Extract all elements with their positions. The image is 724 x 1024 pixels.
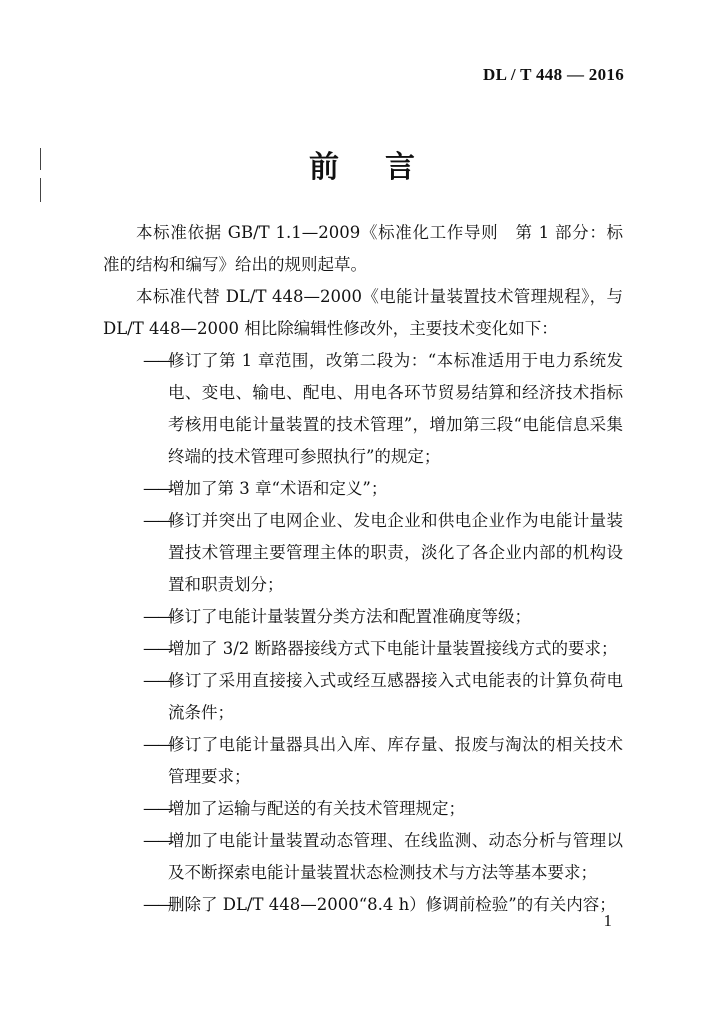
- change-text: 修订了电能计量器具出入库、库存量、报废与淘汰的相关技术管理要求；: [168, 735, 623, 786]
- document-code-header: DL / T 448 — 2016: [483, 65, 624, 84]
- change-text: 增加了运输与配送的有关技术管理规定；: [168, 799, 465, 818]
- list-dash: ——: [143, 799, 172, 818]
- change-list-item: [103, 633, 623, 665]
- list-dash: ——: [143, 895, 172, 914]
- change-list-item: [103, 665, 623, 729]
- change-list-item: [103, 729, 623, 793]
- paragraph: 本标准依据 GB/T 1.1—2009《标准化工作导则 第 1 部分：标准的结构和编写》给出的规则起草。: [103, 223, 623, 274]
- list-dash: ——: [143, 735, 172, 754]
- change-list-item: [103, 473, 623, 505]
- list-dash: ——: [143, 607, 172, 626]
- change-list-item: [103, 345, 623, 473]
- change-text: 删除了 DL/T 448—2000“8.4 h）修调前检验”的有关内容；: [168, 895, 616, 914]
- section-title: 前言: [309, 150, 461, 185]
- change-list-item: [103, 889, 623, 921]
- change-text: 增加了 3/2 断路器接线方式下电能计量装置接线方式的要求；: [168, 639, 618, 658]
- list-dash: ——: [143, 639, 172, 658]
- change-text: 修订了采用直接接入式或经互感器接入式电能表的计算负荷电流条件；: [168, 671, 623, 722]
- change-text: 修订并突出了电网企业、发电企业和供电企业作为电能计量装置技术管理主要管理主体的职责，淡化了各企业内部的机构设置和职责划分；: [168, 511, 623, 594]
- change-list-item: [103, 825, 623, 889]
- change-list-item: [103, 793, 623, 825]
- change-text: 增加了电能计量装置动态管理、在线监测、动态分析与管理以及不断探索电能计量装置状态检测技术与方法等基本要求；: [168, 831, 623, 882]
- change-text: 增加了第 3 章“术语和定义”；: [168, 479, 388, 498]
- list-dash: ——: [143, 671, 172, 690]
- list-dash: ——: [143, 351, 172, 370]
- change-text: 修订了第 1 章范围，改第二段为：“本标准适用于电力系统发电、变电、输电、配电、用电各环节贸易结算和经济技术指标考核用电能计量装置的技术管理”，增加第三段“电能信息采集终端的技术管理可参照执行”的规定；: [168, 351, 623, 466]
- page-number: 1: [603, 911, 612, 930]
- change-list-item: [103, 601, 623, 633]
- list-dash: ——: [143, 511, 172, 530]
- paragraph: 本标准代替 DL/T 448—2000《电能计量装置技术管理规程》，与 DL/T 448—2000 相比除编辑性修改外，主要技术变化如下：: [103, 287, 623, 338]
- foreword-body: [103, 217, 623, 921]
- list-dash: ——: [143, 831, 172, 850]
- change-text: 修订了电能计量装置分类方法和配置准确度等级；: [168, 607, 531, 626]
- change-list-item: [103, 505, 623, 601]
- list-dash: ——: [143, 479, 172, 498]
